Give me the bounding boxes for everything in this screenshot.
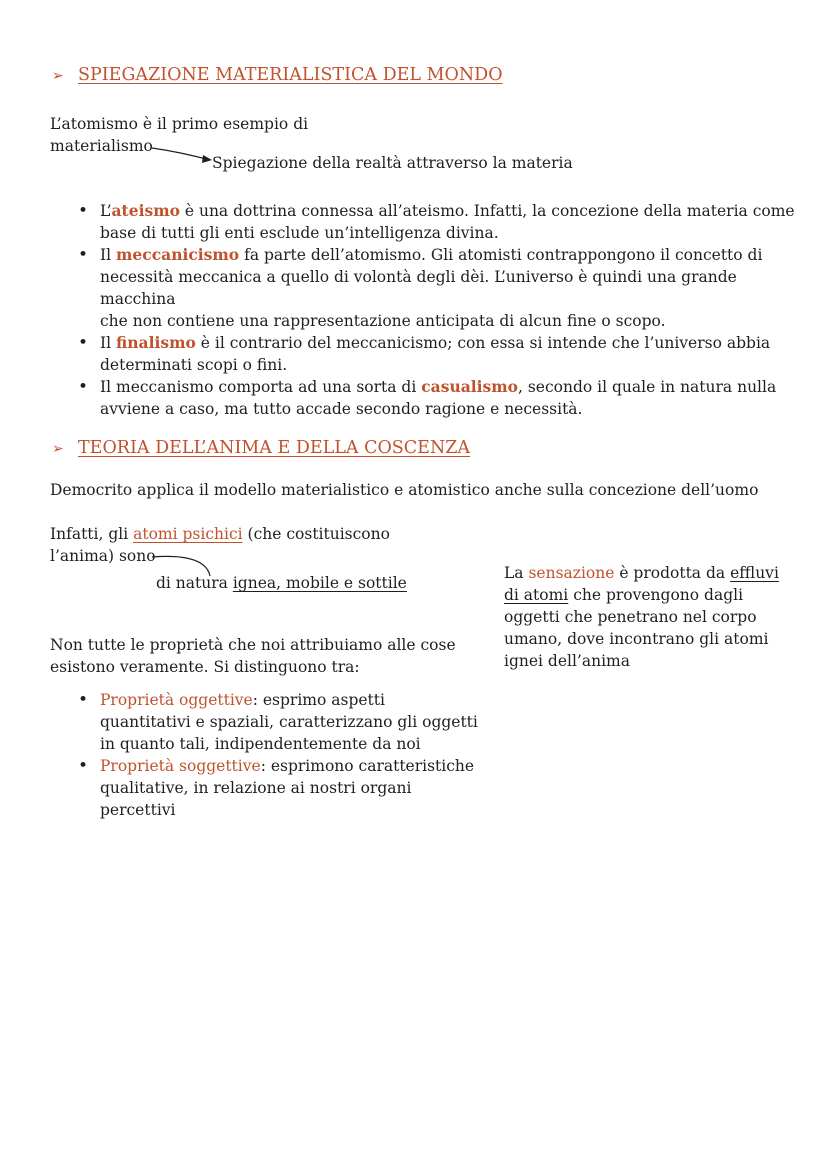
list-item: • Il meccanismo comporta ad una sorta di casualismo, secondo il quale in natura nulla avviene a caso, ma tutto accade secondo ragione e necessità. — [78, 376, 798, 420]
sensation-note: La sensazione è prodotta da effluvi di atomi che provengono dagli oggetti che penetrano nel corpo umano, dove incontrano gli atomi ignei dell’anima — [504, 564, 779, 670]
list-item: • Il meccanicismo fa parte dell’atomismo. Gli atomisti contrappongono il concetto di necessità meccanica a quello di volontà degli dèi. L’universo è quindi una grande macchina che non contiene una rappresentazione anticipata di alcun fine o scopo. — [78, 244, 798, 332]
atoms-line-2: l’anima) sono — [50, 547, 156, 565]
materialism-bullet-list — [78, 200, 798, 420]
properties-bullet-list — [78, 689, 478, 821]
atoms-line-1: Infatti, gli atomi psichici (che costituiscono — [50, 525, 390, 543]
properties-line-2: esistono veramente. Si distinguono tra: — [50, 658, 360, 676]
list-item: • L’ateismo è una dottrina connessa all’ateismo. Infatti, la concezione della materia come base di tutti gli enti esclude un’intelligenza divina. — [78, 200, 798, 244]
section2-intro: Democrito applica il modello materialistico e atomistico anche sulla concezione dell’uomo — [50, 481, 759, 499]
section-heading-materialism: ➢ SPIEGAZIONE MATERIALISTICA DEL MONDO — [52, 65, 503, 85]
arrow-connector-icon — [152, 148, 210, 160]
arrow-bullet-icon: ➢ — [52, 68, 64, 84]
arrow-bullet-icon: ➢ — [52, 441, 64, 457]
nature-line: di natura ignea, mobile e sottile — [156, 574, 407, 592]
arrowhead-icon — [202, 155, 212, 163]
intro-line-1: L’atomismo è il primo esempio di — [50, 115, 309, 133]
intro-line-2: materialismo — [50, 137, 153, 155]
list-item: • Proprietà soggettive: esprimono caratteristiche qualitative, in relazione ai nostri organi percettivi — [78, 755, 478, 821]
list-item: • Il finalismo è il contrario del meccanicismo; con essa si intende che l’universo abbia determinati scopi o fini. — [78, 332, 798, 376]
properties-line-1: Non tutte le proprietà che noi attribuiamo alle cose — [50, 636, 456, 654]
arrow-target-text: Spiegazione della realtà attraverso la materia — [212, 154, 573, 172]
list-item: • Proprietà oggettive: esprimo aspetti quantitativi e spaziali, caratterizzano gli oggetti in quanto tali, indipendentemente da noi — [78, 689, 478, 755]
section-heading-soul: ➢ TEORIA DELL’ANIMA E DELLA COSCENZA — [52, 438, 471, 458]
